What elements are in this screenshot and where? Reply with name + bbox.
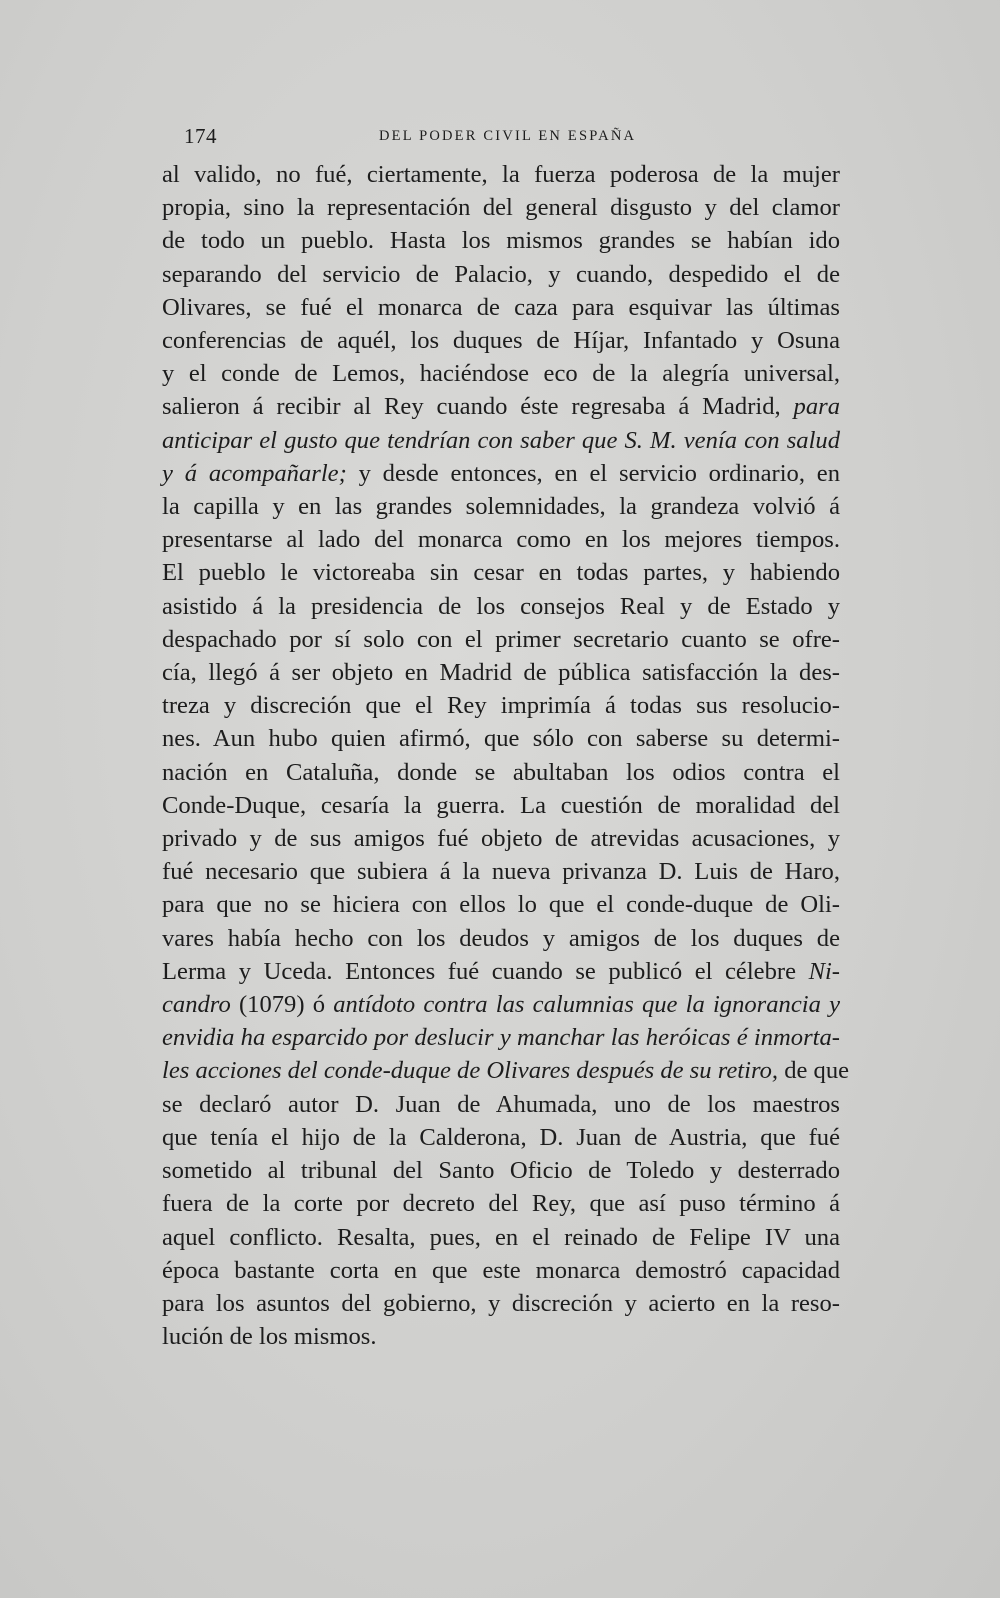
text-run: propia, sino la representación del general disgusto y del clamor [162, 194, 840, 222]
text-line [162, 689, 840, 722]
text-run: presentarse al lado del monarca como en los mejores tiempos. [162, 526, 840, 554]
text-run: se declaró autor D. Juan de Ahumada, uno de los maestros [162, 1090, 840, 1118]
text-line [162, 1021, 840, 1054]
text-line [162, 1221, 840, 1254]
text-line [162, 656, 840, 689]
text-line [162, 1320, 840, 1353]
text-run: Olivares, se fué el monarca de caza para esquivar las últimas [162, 293, 840, 321]
text-line [162, 424, 840, 457]
text-line [162, 191, 840, 224]
italic-text: Ni- [808, 957, 840, 985]
text-line [162, 324, 840, 357]
text-run: que tenía el hijo de la Calderona, D. Juan de Austria, que fué [162, 1123, 840, 1151]
italic-text: envidia ha esparcido por deslucir y manchar las heróicas é inmorta- [162, 1024, 840, 1052]
italic-text: les acciones del conde-duque de Olivares después de su retiro, [162, 1057, 779, 1085]
text-run: la capilla y en las grandes solemnidades, la grandeza volvió á [162, 493, 840, 521]
text-run: conferencias de aquél, los duques de Híjar, Infantado y Osuna [162, 327, 840, 355]
text-line [162, 1054, 850, 1087]
text-line [162, 457, 840, 490]
text-line [162, 722, 840, 755]
text-run: fué necesario que subiera á la nueva privanza D. Luis de Haro, [162, 858, 840, 886]
text-run: salieron á recibir al Rey cuando éste regresaba á Madrid, [162, 393, 794, 421]
text-line [162, 623, 840, 656]
text-run: y desde entonces, en el servicio ordinario, en [346, 459, 840, 487]
text-run: época bastante corta en que este monarca demostró capacidad [162, 1256, 840, 1284]
running-title: DEL PODER CIVIL EN ESPAÑA [379, 128, 637, 144]
text-line [162, 1154, 840, 1187]
body-text [162, 158, 850, 1353]
italic-text: para [793, 393, 840, 421]
text-run: nes. Aun hubo quien afirmó, que sólo con saberse su determi- [162, 725, 840, 753]
text-run: vares había hecho con los deudos y amigos de los duques de [162, 924, 840, 952]
text-line [162, 224, 840, 257]
text-run: cía, llegó á ser objeto en Madrid de pública satisfacción la des- [162, 659, 840, 687]
italic-text: anticipar el gusto que tendrían con saber que S. M. venía con salud [162, 426, 840, 454]
text-run: de que [778, 1057, 850, 1085]
italic-text: y á acompañarle; [162, 459, 347, 487]
text-line [162, 789, 840, 822]
text-line [162, 1254, 840, 1287]
text-line [162, 1121, 840, 1154]
text-run: nación en Cataluña, donde se abultaban los odios contra el [162, 758, 840, 786]
italic-text: candro [162, 991, 231, 1019]
text-run: privado y de sus amigos fué objeto de atrevidas acusaciones, y [162, 825, 840, 853]
text-line [162, 1088, 840, 1121]
text-line [162, 357, 840, 390]
text-run: separando del servicio de Palacio, y cuando, despedido el de [162, 260, 840, 288]
text-run: El pueblo le victoreaba sin cesar en todas partes, y habiendo [162, 559, 840, 587]
text-run: para los asuntos del gobierno, y discreción y acierto en la reso- [162, 1289, 840, 1317]
text-run: aquel conflicto. Resalta, pues, en el reinado de Felipe IV una [162, 1223, 840, 1251]
text-run: Conde-Duque, cesaría la guerra. La cuestión de moralidad del [162, 791, 840, 819]
text-run: Lerma y Uceda. Entonces fué cuando se publicó el célebre [162, 957, 809, 985]
text-line [162, 1287, 840, 1320]
text-line [162, 556, 840, 589]
text-run: sometido al tribunal del Santo Oficio de Toledo y desterrado [162, 1157, 840, 1185]
text-run: al valido, no fué, ciertamente, la fuerza poderosa de la mujer [162, 161, 840, 188]
text-line [162, 756, 840, 789]
text-run: despachado por sí solo con el primer secretario cuanto se ofre- [162, 625, 840, 653]
text-run: de todo un pueblo. Hasta los mismos grandes se habían ido [162, 227, 840, 255]
text-line [162, 988, 840, 1021]
page-number: 174 [184, 124, 217, 148]
text-line [162, 1187, 840, 1220]
text-run: lución de los mismos. [162, 1323, 377, 1351]
text-line [162, 158, 840, 191]
text-line [162, 888, 840, 921]
text-line [162, 822, 840, 855]
text-line [162, 490, 840, 523]
page-header [184, 124, 844, 148]
text-line [162, 855, 840, 888]
text-run: (1079) ó [230, 991, 334, 1019]
text-run: asistido á la presidencia de los consejos Real y de Estado y [162, 592, 840, 620]
text-run: para que no se hiciera con ellos lo que el conde-duque de Oli- [162, 891, 840, 919]
text-run: treza y discreción que el Rey imprimía á todas sus resolucio- [162, 692, 840, 720]
text-line [162, 590, 840, 623]
text-line [162, 291, 840, 324]
text-line [162, 955, 840, 988]
text-run: y el conde de Lemos, haciéndose eco de la alegría universal, [162, 360, 840, 388]
text-line [162, 523, 840, 556]
italic-text: antídoto contra las calumnias que la ignorancia y [333, 991, 841, 1019]
text-line [162, 390, 840, 423]
text-run: fuera de la corte por decreto del Rey, que así puso término á [162, 1190, 840, 1218]
text-line [162, 922, 840, 955]
text-line [162, 258, 840, 291]
